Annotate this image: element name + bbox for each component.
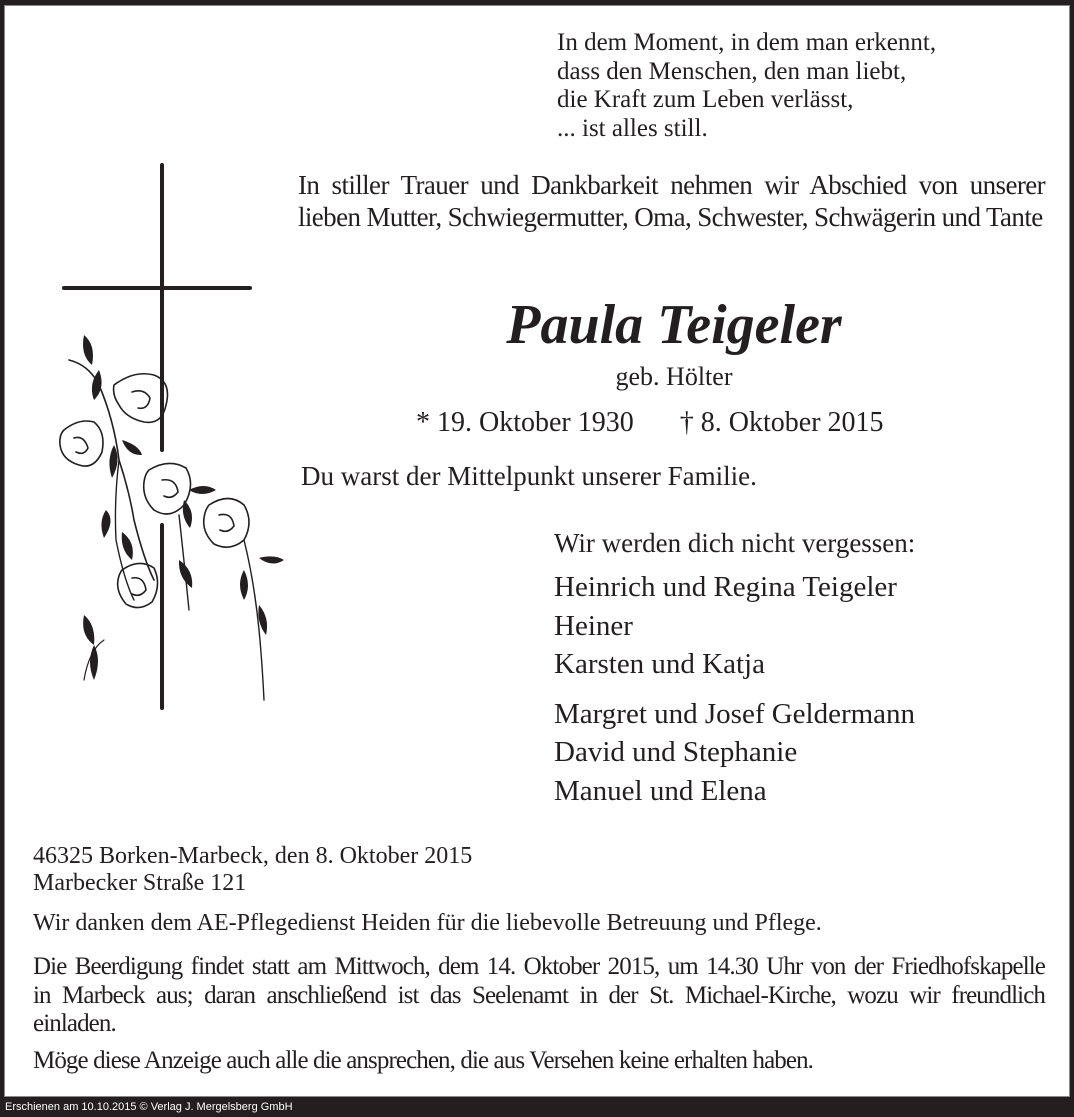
mourners [554, 526, 915, 821]
mourner-group [554, 695, 915, 811]
funeral-details: Die Beerdigung findet statt am Mittwoch, dem 14. Oktober 2015, um 14.30 Uhr von der Friedhofskapelle in Marbeck aus; daran anschließend ist das Seelenamt in der St. Michael-Kirche, wozu wir freundlich einladen. [33, 953, 1045, 1037]
birth-name: geb. Hölter [615, 362, 733, 391]
mourner-name: Margret und Josef Geldermann [554, 697, 916, 730]
poem-line: dass den Menschen, den man liebt, [557, 57, 907, 85]
death-date: † 8. Oktober 2015 [679, 407, 884, 438]
mourner-name: Heinrich und Regina Teigeler [554, 571, 897, 603]
city-date: 46325 Borken-Marbeck, den 8. Oktober 2015 [33, 843, 473, 869]
mourner-name: Karsten und Katja [554, 648, 765, 680]
life-dates [416, 406, 884, 440]
intro-text: In stiller Trauer und Dankbarkeit nehmen wir Abschied von unserer lieben Mutter, Schwiegermutter, Oma, Schwester, Schwägerin und Tante [298, 170, 1045, 232]
mourner-name: Heiner [554, 609, 633, 642]
cross-with-roses-icon [44, 160, 284, 720]
address [33, 843, 472, 897]
street: Marbecker Straße 121 [33, 870, 247, 896]
birth-date: * 19. Oktober 1930 [416, 407, 634, 438]
poem-line: ... ist alles still. [557, 114, 708, 142]
thanks-text: Wir danken dem AE-Pflegedienst Heiden für die liebevolle Betreuung und Pflege. [33, 910, 822, 936]
mourner-group [554, 568, 915, 684]
mourner-name: Manuel und Elena [554, 774, 767, 807]
deceased-name: Paula Teigeler [506, 294, 842, 356]
motto: Du warst der Mittelpunkt unserer Familie. [301, 461, 757, 491]
mourner-name: David und Stephanie [554, 736, 798, 768]
closing-text: Möge diese Anzeige auch alle die ansprechen, die aus Versehen keine erhalten haben. [33, 1047, 814, 1074]
publication-footer: Erschienen am 10.10.2015 © Verlag J. Mergelsberg GmbH [5, 1101, 293, 1113]
obituary-notice [4, 5, 1070, 1097]
poem [557, 29, 936, 143]
poem-line: In dem Moment, in dem man erkennt, [557, 29, 937, 56]
mourners-heading: Wir werden dich nicht vergessen: [554, 528, 916, 558]
poem-line: die Kraft zum Leben verlässt, [557, 86, 854, 113]
